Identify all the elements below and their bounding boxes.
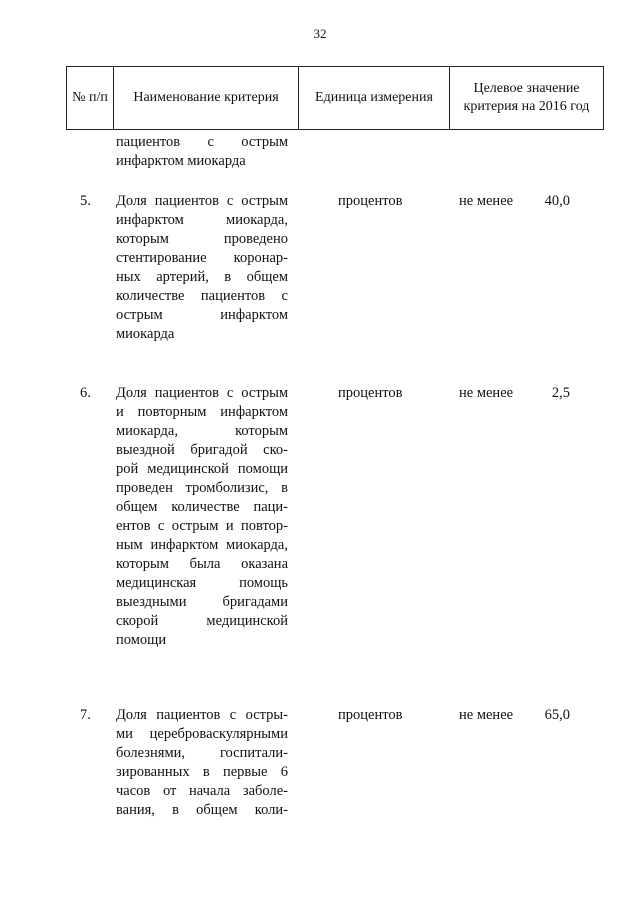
text-line: помощи bbox=[116, 632, 167, 648]
unit-cell: процентов bbox=[338, 707, 403, 723]
table-header bbox=[66, 66, 604, 130]
text-line: скорой медицинской bbox=[116, 613, 288, 629]
value-cell: 65,0 bbox=[544, 707, 570, 723]
criterion-text bbox=[116, 706, 288, 820]
page-number: 32 bbox=[313, 26, 327, 41]
text-line: общем количестве паци- bbox=[116, 499, 288, 515]
text-line: рой медицинской помощи bbox=[116, 461, 288, 477]
text-line: проведен тромболизис, в bbox=[116, 480, 288, 496]
text-line: и повторным инфарктом bbox=[116, 404, 288, 420]
criterion-text bbox=[116, 192, 288, 344]
text-line: которым проведено bbox=[116, 231, 288, 247]
row-number: 5. bbox=[80, 193, 91, 209]
text-line: Доля пациентов с острым bbox=[116, 385, 288, 401]
text-line: ным инфарктом миокарда, bbox=[116, 537, 288, 553]
text-line: болезнями, госпитали- bbox=[116, 745, 288, 761]
text-line: инфарктом миокарда bbox=[116, 153, 246, 169]
text-line: ных артерий, в общем bbox=[116, 269, 288, 285]
text-line: миокарда bbox=[116, 326, 175, 342]
continuation-text bbox=[116, 133, 288, 171]
unit-cell: процентов bbox=[338, 193, 403, 209]
text-line: количестве пациентов с bbox=[116, 288, 288, 304]
comparator-cell: не менее bbox=[459, 385, 514, 401]
comparator-cell: не менее bbox=[459, 707, 514, 723]
text-line: острым инфарктом bbox=[116, 307, 288, 323]
text-line: медицинская помощь bbox=[116, 575, 288, 591]
text-line: выездными бригадами bbox=[116, 594, 288, 610]
comparator-cell: не менее bbox=[459, 193, 514, 209]
text-line: стентирование коронар- bbox=[116, 250, 288, 266]
text-line: зированных в первые 6 bbox=[116, 764, 288, 780]
unit-cell: процентов bbox=[338, 385, 403, 401]
text-line: вания, в общем коли- bbox=[116, 802, 288, 818]
text-line: ми цереброваскулярными bbox=[116, 726, 288, 742]
text-line: которым была оказана bbox=[116, 556, 288, 572]
text-line: инфарктом миокарда, bbox=[116, 212, 288, 228]
text-line: выездной бригадой ско- bbox=[116, 442, 288, 458]
header-criterion-name: Наименование критерия bbox=[114, 67, 299, 130]
header-number: № п/п bbox=[67, 67, 114, 130]
criterion-text bbox=[116, 384, 288, 650]
text-line: часов от начала заболе- bbox=[116, 783, 288, 799]
value-cell: 2,5 bbox=[551, 385, 570, 401]
row-number: 6. bbox=[80, 385, 91, 401]
header-unit: Единица измерения bbox=[299, 67, 450, 130]
text-line: Доля пациентов с острым bbox=[116, 193, 288, 209]
row-number: 7. bbox=[80, 707, 91, 723]
text-line: ентов с острым и повтор- bbox=[116, 518, 288, 534]
text-line: Доля пациентов с остры- bbox=[116, 707, 288, 723]
header-target-value: Целевое значение критерия на 2016 год bbox=[450, 67, 604, 130]
text-line: пациентов с острым bbox=[116, 134, 288, 150]
value-cell: 40,0 bbox=[544, 193, 570, 209]
text-line: миокарда, которым bbox=[116, 423, 288, 439]
